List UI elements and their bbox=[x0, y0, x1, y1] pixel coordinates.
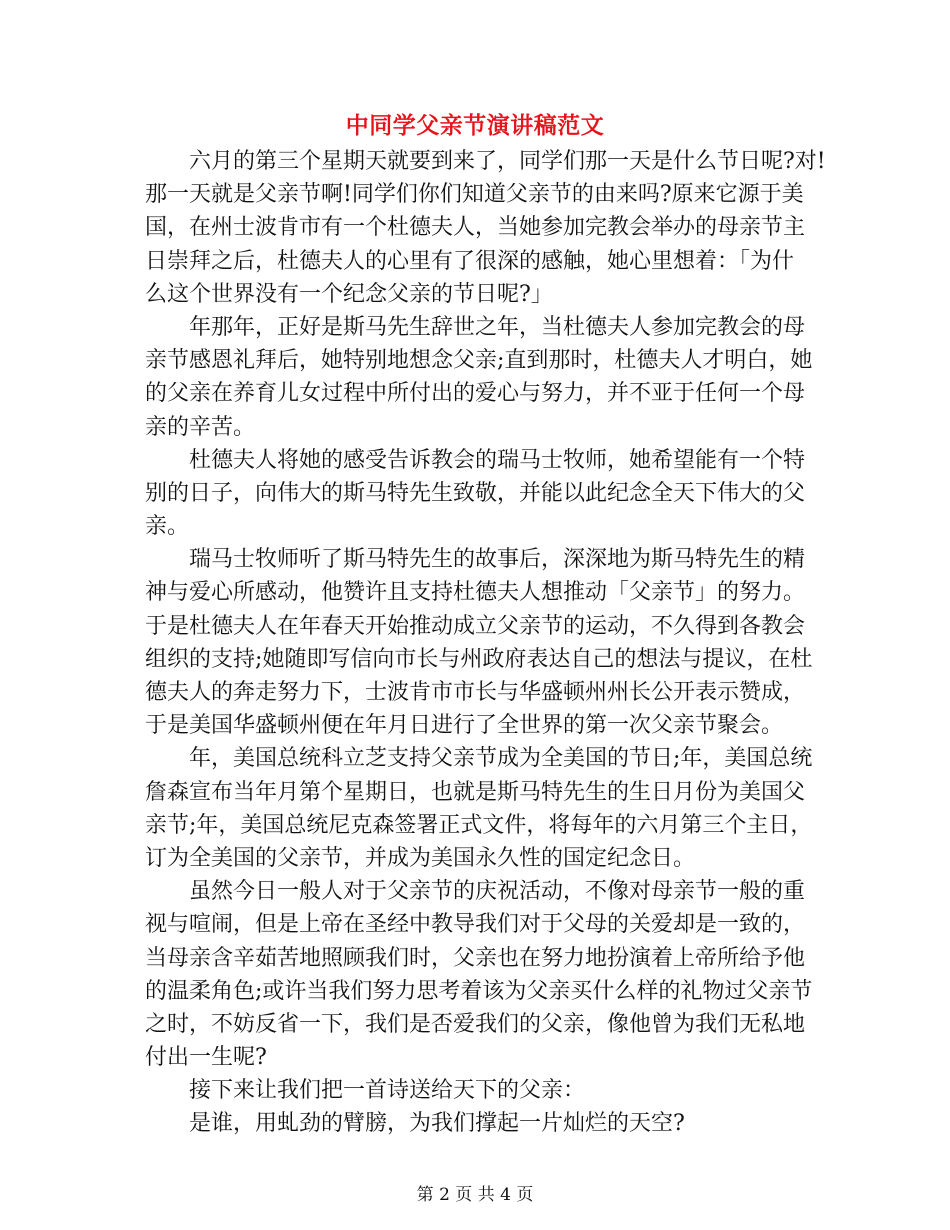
text-line: 别的日子，向伟大的斯马特先生致敬，并能以此纪念全天下伟大的父 bbox=[145, 480, 806, 506]
text-line: 于是杜德夫人在年春天开始推动成立父亲节的运动，不久得到各教会 bbox=[145, 613, 806, 639]
document-title: 中同学父亲节演讲稿范文 bbox=[345, 112, 605, 139]
text-line: 国，在州士波肯市有一个杜德夫人，当她参加完教会举办的母亲节主 bbox=[145, 215, 806, 241]
text-line: 年，美国总统科立芝支持父亲节成为全美国的节日;年，美国总统 bbox=[189, 746, 813, 772]
text-line: 年那年，正好是斯马先生辞世之年，当杜德夫人参加完教会的母 bbox=[189, 314, 806, 340]
page-number: 第 2 页 共 4 页 bbox=[416, 1185, 534, 1205]
text-line: 亲的辛苦。 bbox=[145, 414, 256, 440]
text-line: 神与爱心所感动，他赞许且支持杜德夫人想推动「父亲节」的努力。 bbox=[145, 580, 806, 606]
text-line: 亲节;年，美国总统尼克森签署正式文件，将每年的六月第三个主日， bbox=[145, 812, 813, 838]
text-line: 视与喧闹，但是上帝在圣经中教导我们对于父母的关爱却是一致的， bbox=[145, 912, 806, 938]
text-line: 亲节感恩礼拜后，她特别地想念父亲;直到那时，杜德夫人才明白，她 bbox=[145, 348, 813, 374]
text-line: 虽然今日一般人对于父亲节的庆祝活动，不像对母亲节一般的重 bbox=[189, 879, 806, 905]
text-line: 当母亲含辛茹苦地照顾我们时，父亲也在努力地扮演着上帝所给予他 bbox=[145, 945, 806, 971]
text-line: 订为全美国的父亲节，并成为美国永久性的国定纪念日。 bbox=[145, 845, 696, 871]
text-line: 组织的支持;她随即写信向市长与州政府表达自己的想法与提议，在杜 bbox=[145, 646, 813, 672]
text-line: 杜德夫人将她的感受告诉教会的瑞马士牧师，她希望能有一个特 bbox=[189, 447, 806, 473]
text-line: 于是美国华盛顿州便在年月日进行了全世界的第一次父亲节聚会。 bbox=[145, 713, 784, 739]
document-body bbox=[145, 145, 826, 1141]
text-line: 六月的第三个星期天就要到来了，同学们那一天是什么节日呢?对! bbox=[189, 149, 826, 174]
text-line: 付出一生呢? bbox=[145, 1045, 267, 1071]
text-line: 那一天就是父亲节啊!同学们你们知道父亲节的由来吗?原来它源于美 bbox=[145, 182, 804, 208]
text-line: 的父亲在养育儿女过程中所付出的爱心与努力，并不亚于任何一个母 bbox=[145, 381, 806, 407]
text-line: 接下来让我们把一首诗送给天下的父亲： bbox=[189, 1078, 586, 1104]
text-line: 日崇拜之后，杜德夫人的心里有了很深的感触，她心里想着：「为什 bbox=[145, 248, 795, 274]
text-line: 亲。 bbox=[145, 514, 190, 540]
text-line: 德夫人的奔走努力下，士波肯市市长与华盛顿州州长公开表示赞成， bbox=[145, 680, 806, 705]
text-line: 么这个世界没有一个纪念父亲的节日呢?」 bbox=[145, 281, 553, 307]
text-line: 的温柔角色;或许当我们努力思考着该为父亲买什么样的礼物过父亲节 bbox=[145, 978, 813, 1004]
text-line: 之时，不妨反省一下，我们是否爱我们的父亲，像他曾为我们无私地 bbox=[145, 1011, 806, 1037]
text-line: 詹森宣布当年月第个星期日，也就是斯马特先生的生日月份为美国父 bbox=[145, 779, 806, 805]
text-line: 瑞马士牧师听了斯马特先生的故事后，深深地为斯马特先生的精 bbox=[189, 547, 806, 573]
text-line: 是谁，用虬劲的臂膀，为我们撑起一片灿烂的天空? bbox=[189, 1111, 685, 1137]
